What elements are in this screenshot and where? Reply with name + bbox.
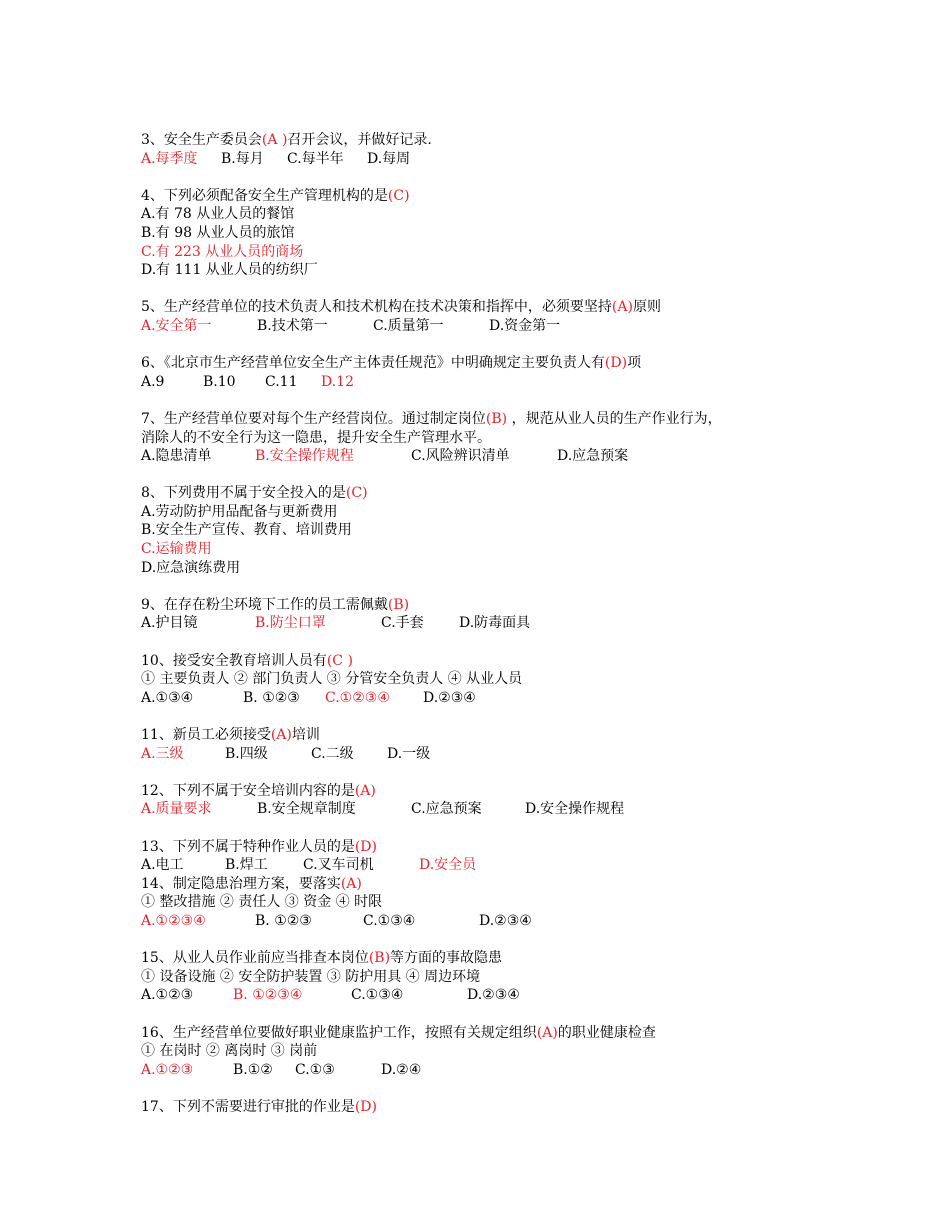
answer-text: (A) — [270, 727, 292, 743]
question-stem — [141, 652, 841, 671]
text-segment: B.四级 — [225, 745, 268, 762]
text-segment: 15、从业人员作业前应当排查本岗位 — [141, 950, 369, 967]
text-segment: C.①③④ — [363, 912, 416, 929]
question-line — [141, 150, 841, 169]
text-segment: D.一级 — [387, 745, 431, 762]
question-line — [141, 614, 841, 633]
spacer — [141, 577, 841, 596]
text-segment: C.11 — [265, 373, 298, 390]
question-line — [141, 800, 841, 819]
text-segment: C.风险辨识清单 — [411, 448, 510, 465]
text-segment: 培训 — [291, 727, 320, 743]
spacer — [141, 168, 841, 187]
question-line — [141, 205, 841, 224]
question-stem — [141, 838, 841, 857]
text-segment: B.焊工 — [225, 857, 268, 874]
spacer — [141, 763, 841, 782]
spacer — [141, 391, 841, 410]
question-block — [141, 726, 841, 763]
question-block — [141, 1098, 841, 1117]
question-stem — [141, 410, 841, 429]
question-line — [141, 745, 841, 764]
question-stem — [141, 596, 841, 615]
spacer — [141, 466, 841, 485]
answer-text: (C) — [387, 187, 410, 204]
spacer — [141, 336, 841, 355]
document-body — [141, 131, 841, 1116]
answer-text: D.安全员 — [419, 857, 477, 874]
answer-text: D.12 — [321, 373, 354, 390]
text-segment: 9、在存在粉尘环境下工作的员工需佩戴 — [141, 596, 388, 613]
text-segment: C.应急预案 — [411, 801, 482, 818]
text-segment: 12、下列不属于安全培训内容的是 — [141, 782, 355, 799]
answer-text: A.安全第一 — [141, 317, 212, 334]
question-stem — [141, 1098, 841, 1117]
question-stem — [141, 131, 841, 150]
text-segment: B.每月 — [221, 150, 264, 167]
text-segment: ，规范从业人员的生产作业行为， — [507, 410, 722, 427]
text-segment: 8、下列费用不属于安全投入的是 — [141, 485, 346, 502]
text-segment: D.应急演练费用 — [141, 559, 241, 576]
question-line — [141, 521, 841, 540]
question-line — [141, 912, 841, 931]
text-segment: C.①③ — [295, 1061, 335, 1078]
text-segment: D.②④ — [381, 1061, 422, 1078]
question-line — [141, 373, 841, 392]
question-line — [141, 670, 841, 689]
question-stem — [141, 187, 841, 206]
text-segment: 3、安全生产委员会 — [141, 132, 262, 148]
text-segment: 的职业健康检查 — [557, 1024, 656, 1041]
question-line — [141, 540, 841, 559]
text-segment: ① 主要负责人 ② 部门负责人 ③ 分管安全负责人 ④ 从业人员 — [141, 671, 523, 688]
answer-text: B.防尘口罩 — [255, 615, 326, 632]
spacer — [141, 819, 841, 838]
answer-text: (C) — [345, 485, 368, 502]
question-stem — [141, 354, 841, 373]
question-block — [141, 484, 841, 577]
answer-text: (A) — [354, 782, 376, 799]
question-block — [141, 838, 841, 931]
text-segment: D.②③④ — [467, 987, 520, 1004]
text-segment: C.二级 — [311, 745, 354, 762]
text-segment: D.资金第一 — [489, 317, 561, 334]
text-segment: 4、下列必须配备安全生产管理机构的是 — [141, 187, 388, 204]
text-segment: B.安全生产宣传、教育、培训费用 — [141, 522, 352, 539]
text-segment: ① 整改措施 ② 责任人 ③ 资金 ④ 时限 — [141, 894, 383, 911]
answer-text: (D) — [354, 1098, 377, 1115]
text-segment: 项 — [627, 355, 642, 372]
text-segment: C.叉车司机 — [303, 857, 374, 874]
answer-text: A.①②③④ — [141, 912, 206, 929]
question-stem — [141, 484, 841, 503]
text-segment: 5、生产经营单位的技术负责人和技术机构在技术决策和指挥中，必须要坚持 — [141, 299, 612, 316]
answer-text: (B) — [368, 950, 391, 967]
spacer — [141, 280, 841, 299]
text-segment: B.安全规章制度 — [257, 801, 356, 818]
answer-text: C.运输费用 — [141, 541, 212, 558]
answer-text: (A) — [340, 875, 362, 892]
text-segment: C.质量第一 — [373, 317, 444, 334]
text-segment: D.每周 — [367, 150, 411, 167]
question-line — [141, 875, 841, 894]
text-segment: 7、生产经营单位要对每个生产经营岗位。通过制定岗位 — [141, 410, 486, 427]
answer-text: (A ) — [261, 132, 288, 148]
question-line — [141, 856, 841, 875]
answer-text: B. ①②③④ — [233, 987, 303, 1004]
text-segment: 消除人的不安全行为这一隐患，提升安全生产管理水平。 — [141, 429, 491, 446]
text-segment: A.隐患清单 — [141, 448, 212, 465]
spacer — [141, 707, 841, 726]
text-segment: ① 在岗时 ② 离岗时 ③ 岗前 — [141, 1043, 318, 1060]
text-segment: ① 设备设施 ② 安全防护装置 ③ 防护用具 ④ 周边环境 — [141, 968, 481, 985]
text-segment: B. ①②③ — [255, 912, 312, 929]
question-block — [141, 1024, 841, 1080]
text-segment: 14、制定隐患治理方案，要落实 — [141, 875, 341, 892]
text-segment: D.②③④ — [423, 689, 476, 706]
question-stem — [141, 298, 841, 317]
question-line — [141, 261, 841, 280]
question-block — [141, 652, 841, 708]
question-block — [141, 596, 841, 633]
answer-text: (A) — [611, 299, 633, 316]
answer-text: B.安全操作规程 — [255, 448, 354, 465]
text-segment: C.①③④ — [351, 987, 404, 1004]
text-segment: 6、《北京市生产经营单位安全生产主体责任规范》中明确规定主要负责人有 — [141, 355, 605, 372]
question-line — [141, 447, 841, 466]
question-line — [141, 243, 841, 262]
text-segment: C.手套 — [381, 615, 424, 632]
answer-text: A.质量要求 — [141, 801, 212, 818]
answer-text: (C ) — [326, 652, 353, 669]
question-block — [141, 131, 841, 168]
text-segment: B.有 98 从业人员的旅馆 — [141, 224, 295, 241]
text-segment: A.①③④ — [141, 689, 194, 706]
text-segment: 11、新员工必须接受 — [141, 727, 271, 743]
question-block — [141, 410, 841, 466]
text-segment: A.有 78 从业人员的餐馆 — [141, 206, 295, 223]
question-line — [141, 559, 841, 578]
question-block — [141, 187, 841, 280]
text-segment: B.10 — [203, 373, 236, 390]
text-segment: D.防毒面具 — [459, 615, 531, 632]
answer-text: (D) — [604, 355, 628, 372]
question-line — [141, 224, 841, 243]
text-segment: 13、下列不属于特种作业人员的是 — [141, 838, 355, 855]
answer-text: (B) — [387, 596, 410, 613]
text-segment: C.每半年 — [287, 150, 344, 167]
question-line — [141, 1042, 841, 1061]
answer-text: A.三级 — [141, 745, 184, 762]
text-segment: 召开会议，并做好记录. — [287, 132, 432, 148]
question-line — [141, 986, 841, 1005]
question-stem — [141, 726, 841, 745]
text-segment: A.9 — [141, 373, 165, 390]
text-segment: 原则 — [632, 299, 661, 316]
spacer — [141, 1005, 841, 1024]
question-line — [141, 429, 841, 448]
question-block — [141, 354, 841, 391]
text-segment: 16、生产经营单位要做好职业健康监护工作，按照有关规定组织 — [141, 1024, 537, 1041]
question-block — [141, 949, 841, 1005]
answer-text: (D) — [354, 838, 377, 855]
answer-text: (B) — [485, 410, 508, 427]
answer-text: A.①②③ — [141, 1061, 194, 1078]
text-segment: B.①② — [233, 1061, 273, 1078]
answer-text: C.①②③④ — [325, 689, 390, 706]
question-line — [141, 503, 841, 522]
spacer — [141, 633, 841, 652]
text-segment: B.技术第一 — [257, 317, 328, 334]
text-segment: B. ①②③ — [243, 689, 300, 706]
question-block — [141, 298, 841, 335]
text-segment: D.安全操作规程 — [525, 801, 625, 818]
text-segment: A.护目镜 — [141, 615, 198, 632]
text-segment: A.劳动防护用品配备与更新费用 — [141, 503, 338, 520]
text-segment: A.①②③ — [141, 987, 194, 1004]
question-line — [141, 317, 841, 336]
spacer — [141, 931, 841, 950]
question-stem — [141, 782, 841, 801]
answer-text: (A) — [536, 1024, 558, 1041]
question-block — [141, 782, 841, 819]
text-segment: D.②③④ — [479, 912, 532, 929]
spacer — [141, 1079, 841, 1098]
question-line — [141, 689, 841, 708]
question-line — [141, 1061, 841, 1080]
question-line — [141, 893, 841, 912]
text-segment: A.电工 — [141, 857, 184, 874]
text-segment: D.有 111 从业人员的纺织厂 — [141, 262, 318, 279]
question-stem — [141, 949, 841, 968]
question-stem — [141, 1024, 841, 1043]
text-segment: D.应急预案 — [557, 448, 629, 465]
answer-text: C.有 223 从业人员的商场 — [141, 243, 304, 260]
question-line — [141, 968, 841, 987]
text-segment: 17、下列不需要进行审批的作业是 — [141, 1098, 355, 1115]
text-segment: 10、接受安全教育培训人员有 — [141, 652, 327, 669]
answer-text: A.每季度 — [141, 150, 198, 167]
text-segment: 等方面的事故隐患 — [390, 950, 503, 967]
